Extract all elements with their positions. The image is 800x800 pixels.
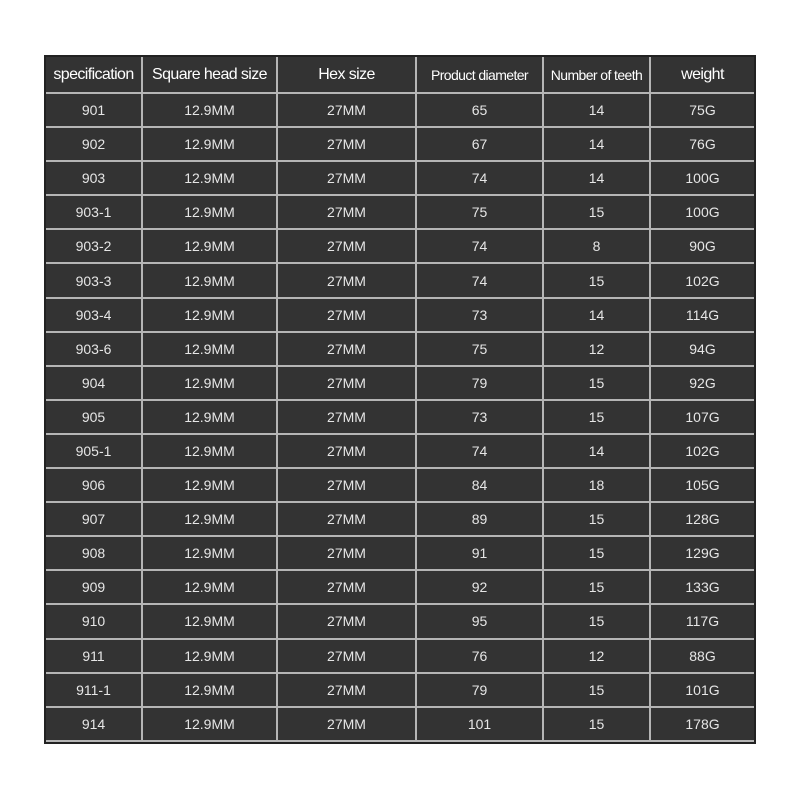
cell-product-diameter: 101 xyxy=(416,707,543,741)
table-row xyxy=(46,161,754,195)
cell-product-diameter: 79 xyxy=(416,673,543,707)
cell-product-diameter: 92 xyxy=(416,570,543,604)
table-row xyxy=(46,263,754,297)
cell-number-of-teeth: 18 xyxy=(543,468,650,502)
cell-number-of-teeth: 8 xyxy=(543,229,650,263)
cell-square-head-size: 12.9MM xyxy=(142,161,277,195)
cell-product-diameter: 89 xyxy=(416,502,543,536)
cell-weight: 128G xyxy=(650,502,754,536)
cell-square-head-size: 12.9MM xyxy=(142,127,277,161)
cell-product-diameter: 75 xyxy=(416,332,543,366)
table-row xyxy=(46,502,754,536)
cell-hex-size: 27MM xyxy=(277,93,416,127)
table-row xyxy=(46,570,754,604)
cell-weight: 94G xyxy=(650,332,754,366)
cell-product-diameter: 74 xyxy=(416,161,543,195)
cell-hex-size: 27MM xyxy=(277,536,416,570)
cell-square-head-size: 12.9MM xyxy=(142,502,277,536)
cell-weight: 88G xyxy=(650,639,754,673)
cell-specification: 907 xyxy=(46,502,142,536)
table-row xyxy=(46,93,754,127)
cell-number-of-teeth: 14 xyxy=(543,298,650,332)
cell-square-head-size: 12.9MM xyxy=(142,263,277,297)
cell-specification: 906 xyxy=(46,468,142,502)
cell-hex-size: 27MM xyxy=(277,707,416,741)
cell-specification: 903-4 xyxy=(46,298,142,332)
cell-hex-size: 27MM xyxy=(277,229,416,263)
cell-square-head-size: 12.9MM xyxy=(142,93,277,127)
cell-square-head-size: 12.9MM xyxy=(142,639,277,673)
header-product-diameter: Product diameter xyxy=(416,57,543,93)
table-row xyxy=(46,468,754,502)
header-weight: weight xyxy=(650,57,754,93)
cell-specification: 905 xyxy=(46,400,142,434)
cell-weight: 100G xyxy=(650,195,754,229)
cell-weight: 75G xyxy=(650,93,754,127)
cell-number-of-teeth: 15 xyxy=(543,400,650,434)
cell-hex-size: 27MM xyxy=(277,604,416,638)
cell-square-head-size: 12.9MM xyxy=(142,707,277,741)
cell-number-of-teeth: 15 xyxy=(543,263,650,297)
cell-hex-size: 27MM xyxy=(277,570,416,604)
cell-specification: 903-6 xyxy=(46,332,142,366)
cell-product-diameter: 84 xyxy=(416,468,543,502)
cell-square-head-size: 12.9MM xyxy=(142,400,277,434)
cell-weight: 102G xyxy=(650,434,754,468)
cell-number-of-teeth: 12 xyxy=(543,639,650,673)
table-row xyxy=(46,298,754,332)
cell-hex-size: 27MM xyxy=(277,161,416,195)
cell-number-of-teeth: 15 xyxy=(543,673,650,707)
table-row xyxy=(46,673,754,707)
cell-product-diameter: 74 xyxy=(416,434,543,468)
cell-number-of-teeth: 15 xyxy=(543,195,650,229)
cell-square-head-size: 12.9MM xyxy=(142,604,277,638)
cell-number-of-teeth: 14 xyxy=(543,93,650,127)
cell-weight: 107G xyxy=(650,400,754,434)
cell-hex-size: 27MM xyxy=(277,298,416,332)
table-row xyxy=(46,639,754,673)
cell-square-head-size: 12.9MM xyxy=(142,673,277,707)
header-specification: specification xyxy=(46,57,142,93)
cell-hex-size: 27MM xyxy=(277,366,416,400)
cell-hex-size: 27MM xyxy=(277,127,416,161)
cell-number-of-teeth: 14 xyxy=(543,161,650,195)
cell-specification: 909 xyxy=(46,570,142,604)
cell-square-head-size: 12.9MM xyxy=(142,195,277,229)
cell-weight: 114G xyxy=(650,298,754,332)
cell-number-of-teeth: 12 xyxy=(543,332,650,366)
cell-product-diameter: 75 xyxy=(416,195,543,229)
table-row xyxy=(46,400,754,434)
specification-table xyxy=(46,57,754,742)
cell-weight: 92G xyxy=(650,366,754,400)
cell-number-of-teeth: 15 xyxy=(543,604,650,638)
cell-product-diameter: 91 xyxy=(416,536,543,570)
cell-hex-size: 27MM xyxy=(277,332,416,366)
cell-product-diameter: 67 xyxy=(416,127,543,161)
cell-hex-size: 27MM xyxy=(277,673,416,707)
cell-specification: 903-3 xyxy=(46,263,142,297)
cell-product-diameter: 73 xyxy=(416,298,543,332)
cell-weight: 90G xyxy=(650,229,754,263)
cell-number-of-teeth: 14 xyxy=(543,127,650,161)
cell-number-of-teeth: 15 xyxy=(543,502,650,536)
table-row xyxy=(46,536,754,570)
table-row xyxy=(46,604,754,638)
cell-product-diameter: 95 xyxy=(416,604,543,638)
cell-square-head-size: 12.9MM xyxy=(142,468,277,502)
cell-specification: 904 xyxy=(46,366,142,400)
cell-square-head-size: 12.9MM xyxy=(142,332,277,366)
cell-weight: 101G xyxy=(650,673,754,707)
cell-hex-size: 27MM xyxy=(277,263,416,297)
cell-weight: 129G xyxy=(650,536,754,570)
cell-weight: 133G xyxy=(650,570,754,604)
cell-square-head-size: 12.9MM xyxy=(142,229,277,263)
cell-product-diameter: 79 xyxy=(416,366,543,400)
cell-specification: 901 xyxy=(46,93,142,127)
cell-number-of-teeth: 14 xyxy=(543,434,650,468)
cell-weight: 100G xyxy=(650,161,754,195)
cell-specification: 903 xyxy=(46,161,142,195)
cell-specification: 905-1 xyxy=(46,434,142,468)
table-row xyxy=(46,195,754,229)
cell-specification: 914 xyxy=(46,707,142,741)
cell-product-diameter: 74 xyxy=(416,263,543,297)
cell-weight: 102G xyxy=(650,263,754,297)
cell-hex-size: 27MM xyxy=(277,434,416,468)
cell-specification: 908 xyxy=(46,536,142,570)
cell-square-head-size: 12.9MM xyxy=(142,536,277,570)
header-hex-size: Hex size xyxy=(277,57,416,93)
cell-number-of-teeth: 15 xyxy=(543,570,650,604)
cell-square-head-size: 12.9MM xyxy=(142,366,277,400)
table-row xyxy=(46,332,754,366)
cell-specification: 910 xyxy=(46,604,142,638)
cell-square-head-size: 12.9MM xyxy=(142,570,277,604)
table-row xyxy=(46,434,754,468)
cell-product-diameter: 65 xyxy=(416,93,543,127)
cell-product-diameter: 76 xyxy=(416,639,543,673)
table-row xyxy=(46,366,754,400)
cell-square-head-size: 12.9MM xyxy=(142,298,277,332)
cell-number-of-teeth: 15 xyxy=(543,536,650,570)
cell-square-head-size: 12.9MM xyxy=(142,434,277,468)
cell-number-of-teeth: 15 xyxy=(543,707,650,741)
cell-product-diameter: 74 xyxy=(416,229,543,263)
table-row xyxy=(46,127,754,161)
cell-weight: 76G xyxy=(650,127,754,161)
cell-specification: 903-1 xyxy=(46,195,142,229)
header-square-head-size: Square head size xyxy=(142,57,277,93)
header-row xyxy=(46,57,754,93)
cell-hex-size: 27MM xyxy=(277,400,416,434)
cell-weight: 105G xyxy=(650,468,754,502)
cell-hex-size: 27MM xyxy=(277,502,416,536)
cell-specification: 911-1 xyxy=(46,673,142,707)
cell-product-diameter: 73 xyxy=(416,400,543,434)
cell-weight: 178G xyxy=(650,707,754,741)
table-row xyxy=(46,229,754,263)
cell-hex-size: 27MM xyxy=(277,468,416,502)
cell-hex-size: 27MM xyxy=(277,195,416,229)
cell-specification: 902 xyxy=(46,127,142,161)
cell-specification: 911 xyxy=(46,639,142,673)
table-row xyxy=(46,707,754,741)
cell-weight: 117G xyxy=(650,604,754,638)
header-number-of-teeth: Number of teeth xyxy=(543,57,650,93)
cell-specification: 903-2 xyxy=(46,229,142,263)
cell-hex-size: 27MM xyxy=(277,639,416,673)
cell-number-of-teeth: 15 xyxy=(543,366,650,400)
